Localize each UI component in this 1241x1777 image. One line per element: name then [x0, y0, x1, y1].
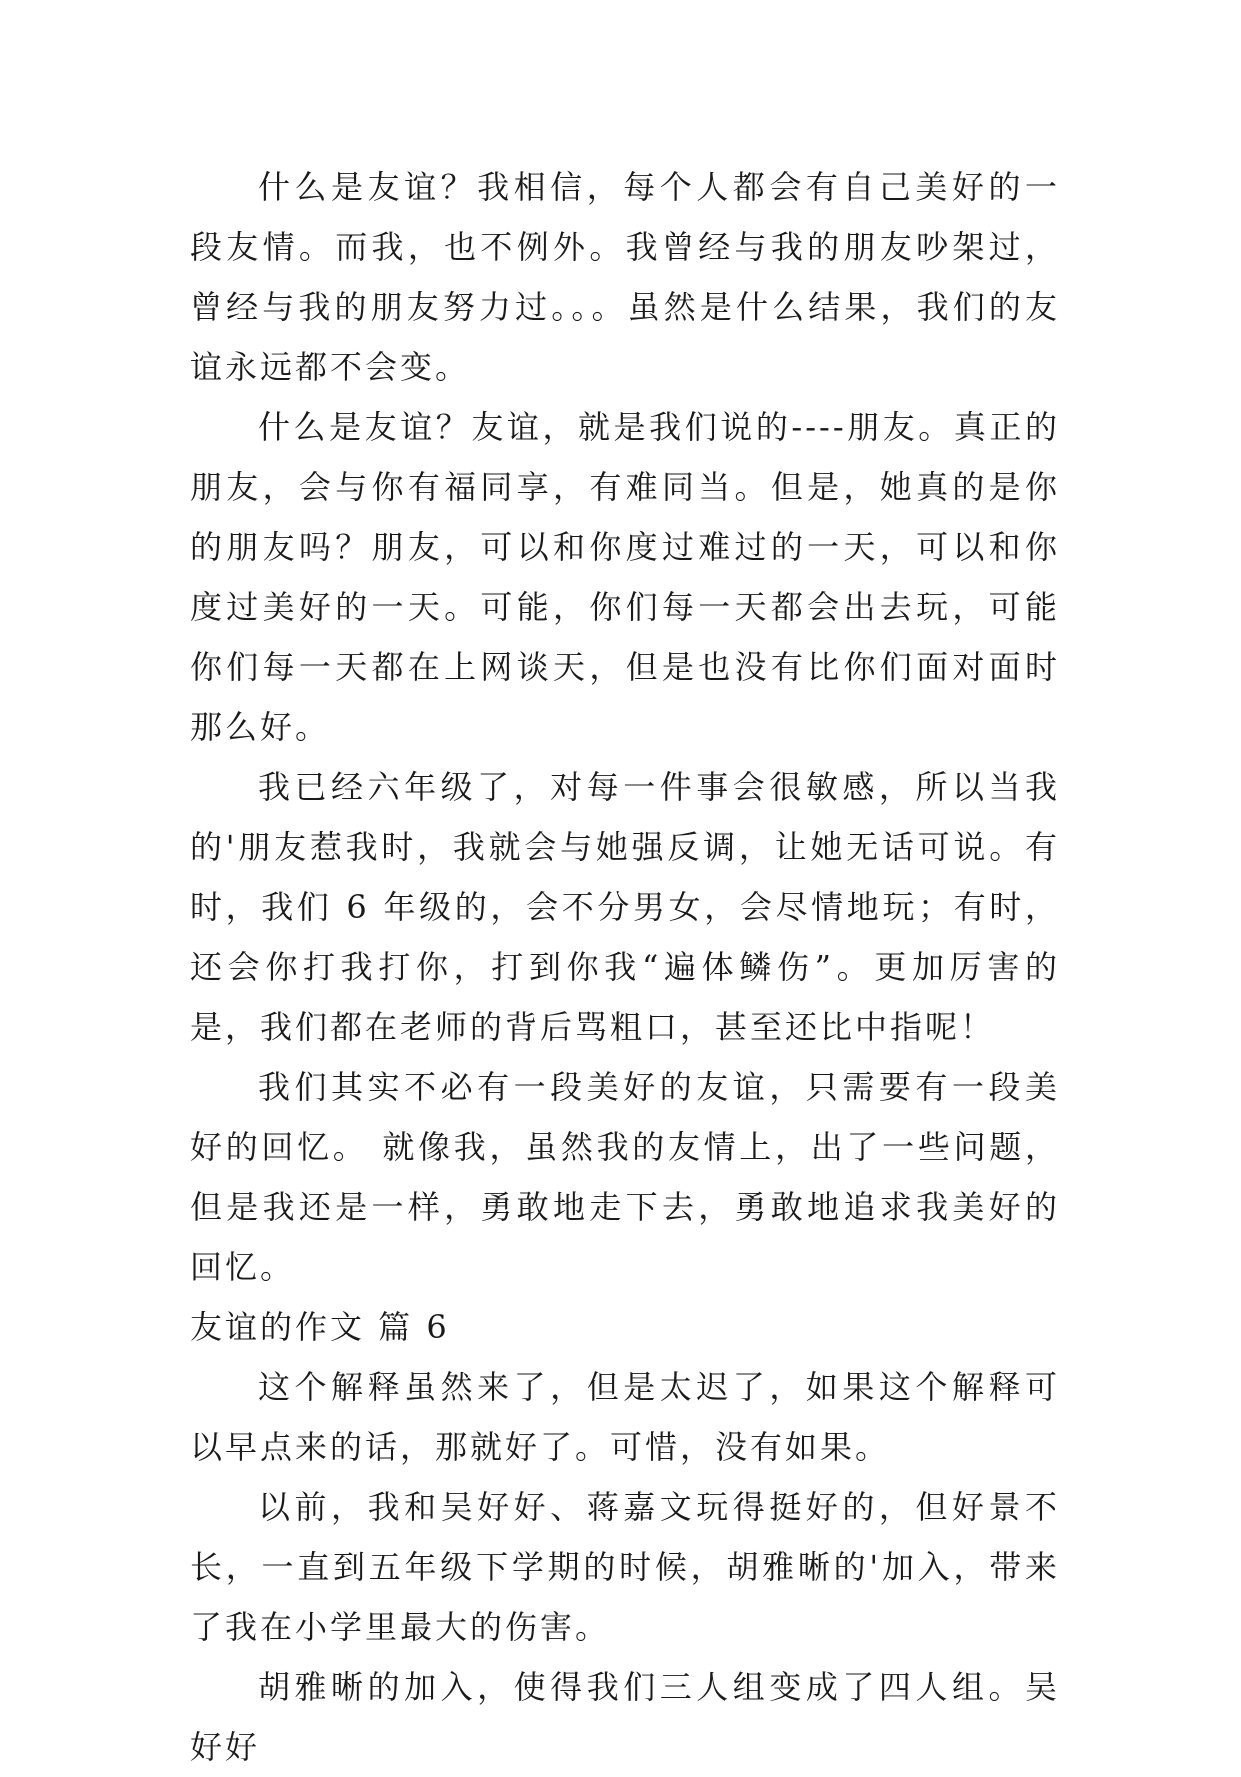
paragraph: 我们其实不必有一段美好的友谊，只需要有一段美好的回忆。 就像我，虽然我的友情上，出了一些问题，但是我还是一样，勇敢地走下去，勇敢地追求我美好的回忆。	[190, 1068, 1060, 1286]
paragraph: 胡雅晰的加入，使得我们三人组变成了四人组。吴好好	[190, 1668, 1060, 1766]
paragraph: 以前，我和吴好好、蒋嘉文玩得挺好的，但好景不长，一直到五年级下学期的时候，胡雅晰的'加入，带来了我在小学里最大的伤害。	[190, 1488, 1060, 1646]
paragraph: 这个解释虽然来了，但是太迟了，如果这个解释可以早点来的话，那就好了。可惜，没有如果。	[190, 1368, 1060, 1466]
paragraph: 什么是友谊？友谊，就是我们说的----朋友。真正的朋友，会与你有福同享，有难同当。但是，她真的是你的朋友吗？朋友，可以和你度过难过的一天，可以和你度过美好的一天。可能，你们每一天都会出去玩，可能你们每一天都在上网谈天，但是也没有比你们面对面时那么好。	[190, 408, 1060, 746]
paragraph: 什么是友谊？我相信，每个人都会有自己美好的一段友情。而我，也不例外。我曾经与我的朋友吵架过，曾经与我的朋友努力过。。。虽然是什么结果，我们的友谊永远都不会变。	[190, 168, 1060, 386]
paragraph: 我已经六年级了，对每一件事会很敏感，所以当我的'朋友惹我时，我就会与她强反调，让她无话可说。有时，我们 6 年级的，会不分男女，会尽情地玩；有时，还会你打我打你，打到你我“遍体鳞伤”。更加厉害的是，我们都在老师的背后骂粗口，甚至还比中指呢！	[190, 768, 1060, 1046]
document-body	[190, 157, 1060, 1777]
section-heading: 友谊的作文 篇 6	[190, 1308, 450, 1346]
